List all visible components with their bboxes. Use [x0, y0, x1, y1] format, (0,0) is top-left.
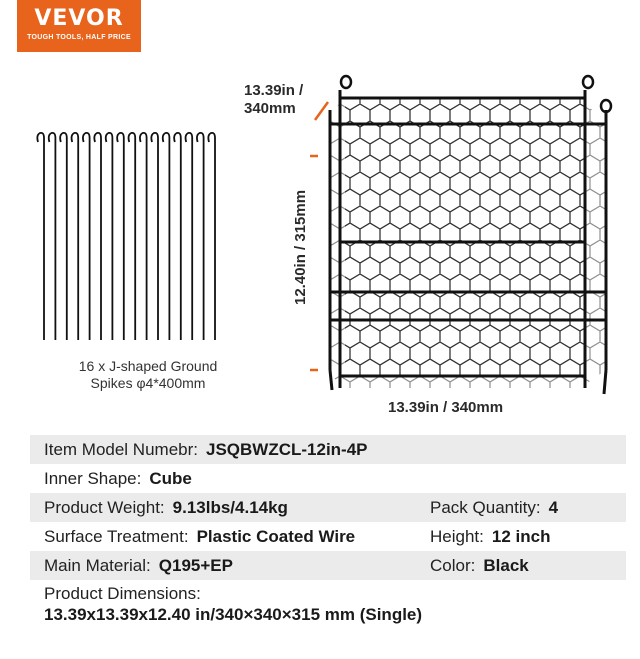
weight-value: 9.13lbs/4.14kg [172, 497, 288, 517]
spec-row-item-model [30, 435, 626, 464]
ground-spike-icon [106, 133, 113, 340]
ground-spikes-illustration [30, 130, 230, 345]
ground-spike-icon [60, 133, 67, 340]
material-value: Q195+EP [158, 555, 233, 575]
ground-spike-icon [94, 133, 101, 340]
color-value: Black [483, 555, 529, 575]
item-model-value: JSQBWZCL-12in-4P [206, 439, 368, 459]
ground-spike-icon [49, 133, 56, 340]
width-dimension: 13.39in / 340mm [388, 399, 504, 416]
height-label: Height: [430, 526, 484, 546]
ground-spike-icon [186, 133, 193, 340]
spec-row-material [30, 551, 626, 580]
spec-row-surface [30, 522, 626, 551]
brand-logo [17, 0, 141, 52]
ground-spike-icon [174, 133, 181, 340]
color-label: Color: [430, 555, 476, 575]
ground-spike-icon [129, 133, 136, 340]
top-depth-dimension [244, 82, 334, 118]
inner-shape-value: Cube [149, 468, 192, 488]
pack-quantity-value: 4 [548, 497, 559, 517]
height-dimension: 12.40in / 315mm [292, 189, 309, 305]
spec-row-weight [30, 493, 626, 522]
height-value: 12 inch [491, 526, 551, 546]
material-label: Main Material: [44, 555, 151, 575]
dimensions-label: Product Dimensions: [44, 584, 201, 603]
top-dimension-line2: 340mm [244, 100, 296, 117]
brand-tagline: TOUGH TOOLS, HALF PRICE [27, 34, 131, 41]
dimensions-value: 13.39x13.39x12.40 in/340×340×315 mm (Single) [44, 605, 423, 624]
ground-spike-icon [163, 133, 170, 340]
pack-quantity-label: Pack Quantity: [430, 497, 541, 517]
spikes-caption-line1: 16 x J-shaped Ground [78, 358, 218, 374]
ground-spike-icon [197, 133, 204, 340]
ground-spike-icon [117, 133, 124, 340]
ground-spike-icon [140, 133, 147, 340]
weight-label: Product Weight: [44, 497, 165, 517]
ground-spike-icon [208, 133, 215, 340]
brand-name: VEVOR [34, 6, 124, 31]
spikes-caption [48, 358, 248, 392]
ground-spike-icon [151, 133, 158, 340]
ground-spike-icon [72, 133, 79, 340]
ground-spike-icon [37, 133, 44, 340]
item-model-label: Item Model Numebr: [44, 439, 198, 459]
surface-value: Plastic Coated Wire [196, 526, 356, 546]
wire-cube-illustration [310, 70, 620, 400]
surface-label: Surface Treatment: [44, 526, 189, 546]
top-dimension-line1: 13.39in / [244, 82, 304, 99]
spec-row-inner-shape [30, 464, 626, 493]
inner-shape-label: Inner Shape: [44, 468, 142, 488]
ground-spike-icon [83, 133, 90, 340]
spikes-caption-line2: Spikes φ4*400mm [90, 375, 206, 391]
spec-row-dimensions [30, 580, 626, 628]
